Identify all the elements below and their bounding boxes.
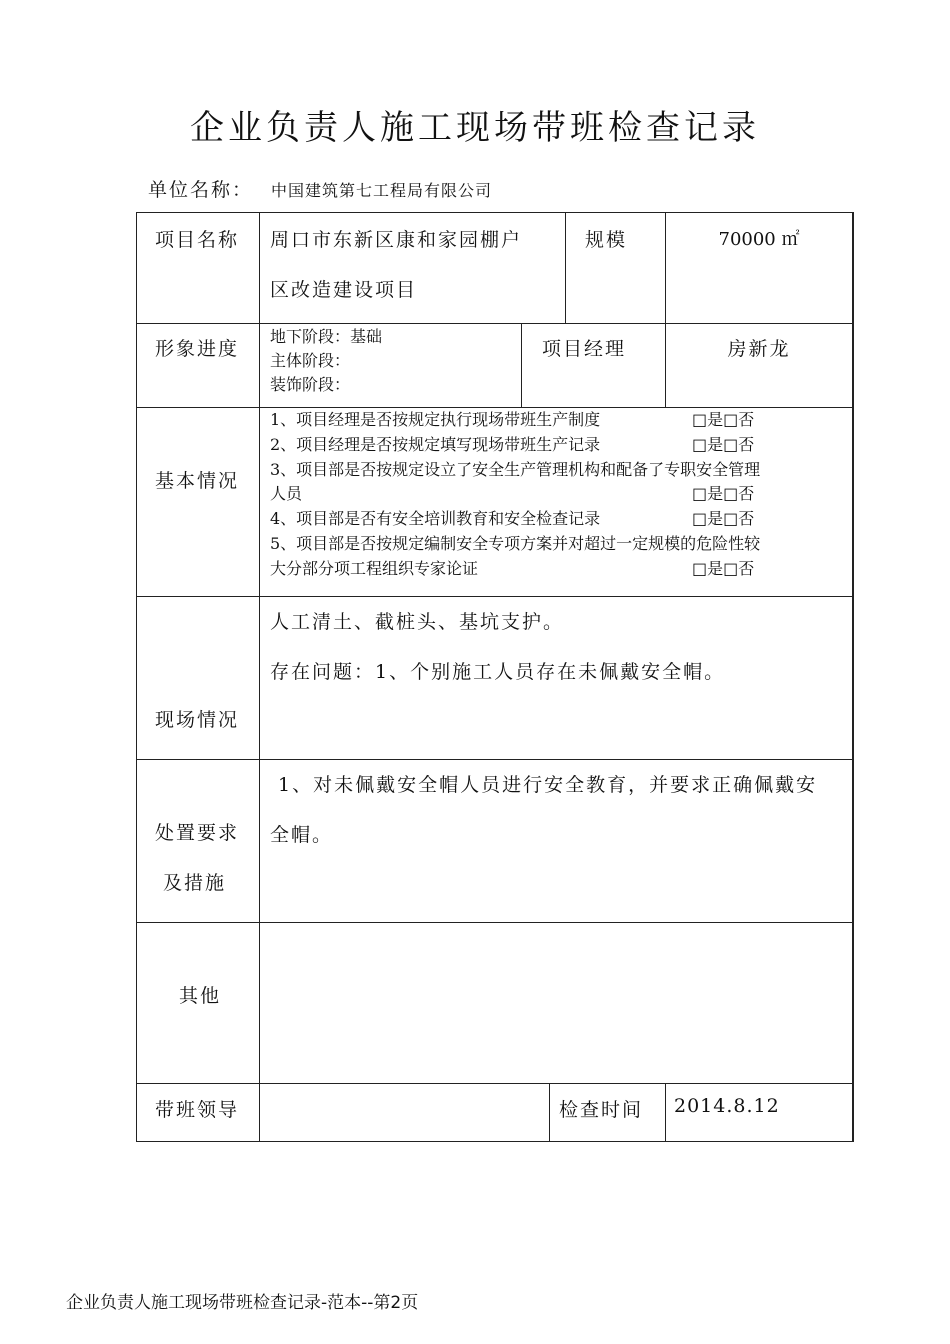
check-time-label: 检查时间 xyxy=(559,1099,644,1121)
unit-name-row xyxy=(148,175,492,202)
leader-label-cell xyxy=(136,1083,260,1142)
manager-label: 项目经理 xyxy=(542,338,627,360)
check-item-5-cont: 大分部分项工程组织专家论证 xyxy=(270,559,479,578)
stage-main: 主体阶段： xyxy=(270,351,351,370)
project-name-line-2: 区改造建设项目 xyxy=(270,279,418,301)
stage-underground: 地下阶段：基础 xyxy=(270,327,383,346)
site-condition-line-2: 存在问题：1、个别施工人员存在未佩戴安全帽。 xyxy=(270,661,726,683)
progress-label-cell xyxy=(136,323,260,408)
scale-label-cell xyxy=(565,212,666,324)
site-condition-line-1: 人工清土、截桩头、基坑支护。 xyxy=(270,611,565,633)
measures-label-1: 处置要求 xyxy=(155,822,240,844)
site-condition-label: 现场情况 xyxy=(155,709,240,731)
leader-value-cell[interactable] xyxy=(259,1083,550,1142)
check-item-5-box[interactable]: □是□否 xyxy=(692,559,755,578)
check-item-3: 3、项目部是否按规定设立了安全生产管理机构和配备了专职安全管理 xyxy=(270,460,761,479)
document-title: 企业负责人施工现场带班检查记录 xyxy=(190,108,760,148)
check-item-2: 2、项目经理是否按规定填写现场带班生产记录 xyxy=(270,435,601,454)
site-condition-label-cell xyxy=(136,596,260,760)
project-name-line-1: 周口市东新区康和家园棚户 xyxy=(270,229,523,251)
check-item-2-box[interactable]: □是□否 xyxy=(692,435,755,454)
check-item-4: 4、项目部是否有安全培训教育和安全检查记录 xyxy=(270,509,601,528)
check-item-5: 5、项目部是否按规定编制安全专项方案并对超过一定规模的危险性较 xyxy=(270,534,761,553)
other-label: 其他 xyxy=(179,985,222,1007)
progress-label: 形象进度 xyxy=(155,338,240,360)
other-content-cell[interactable] xyxy=(259,922,853,1084)
progress-value-cell xyxy=(259,323,522,408)
check-item-1: 1、项目经理是否按规定执行现场带班生产制度 xyxy=(270,410,601,429)
check-time-value: 2014.8.12 xyxy=(674,1095,780,1117)
basic-info-label: 基本情况 xyxy=(155,470,240,492)
basic-info-content-cell xyxy=(259,407,853,597)
site-condition-content-cell xyxy=(259,596,853,760)
leader-label: 带班领导 xyxy=(155,1099,240,1121)
table-right-border xyxy=(852,212,854,1142)
basic-info-label-cell xyxy=(136,407,260,597)
scale-label: 规模 xyxy=(585,229,628,251)
check-item-4-box[interactable]: □是□否 xyxy=(692,509,755,528)
measures-content-cell xyxy=(259,759,853,923)
check-item-1-box[interactable]: □是□否 xyxy=(692,410,755,429)
project-name-label: 项目名称 xyxy=(155,229,240,251)
check-item-3-cont: 人员 xyxy=(270,484,303,503)
measures-line-2: 全帽。 xyxy=(270,824,334,846)
project-name-label-cell xyxy=(136,212,260,324)
page-footer: 企业负责人施工现场带班检查记录-范本--第2页 xyxy=(66,1293,419,1313)
unit-name-label: 单位名称： xyxy=(148,179,254,201)
scale-value-cell xyxy=(665,212,853,324)
check-time-value-cell xyxy=(665,1083,853,1142)
project-name-value-cell xyxy=(259,212,566,324)
scale-value: 70000 ㎡ xyxy=(718,229,800,250)
measures-label-cell xyxy=(136,759,260,923)
manager-value: 房新龙 xyxy=(727,338,791,360)
check-time-label-cell xyxy=(549,1083,666,1142)
stage-decoration: 装饰阶段： xyxy=(270,375,351,394)
manager-label-cell xyxy=(521,323,666,408)
measures-line-1: 1、对未佩戴安全帽人员进行安全教育，并要求正确佩戴安 xyxy=(270,774,818,796)
other-label-cell xyxy=(136,922,260,1084)
measures-label-2: 及措施 xyxy=(163,872,227,894)
check-item-3-box[interactable]: □是□否 xyxy=(692,484,755,503)
unit-name-value: 中国建筑第七工程局有限公司 xyxy=(271,181,493,200)
manager-value-cell xyxy=(665,323,853,408)
